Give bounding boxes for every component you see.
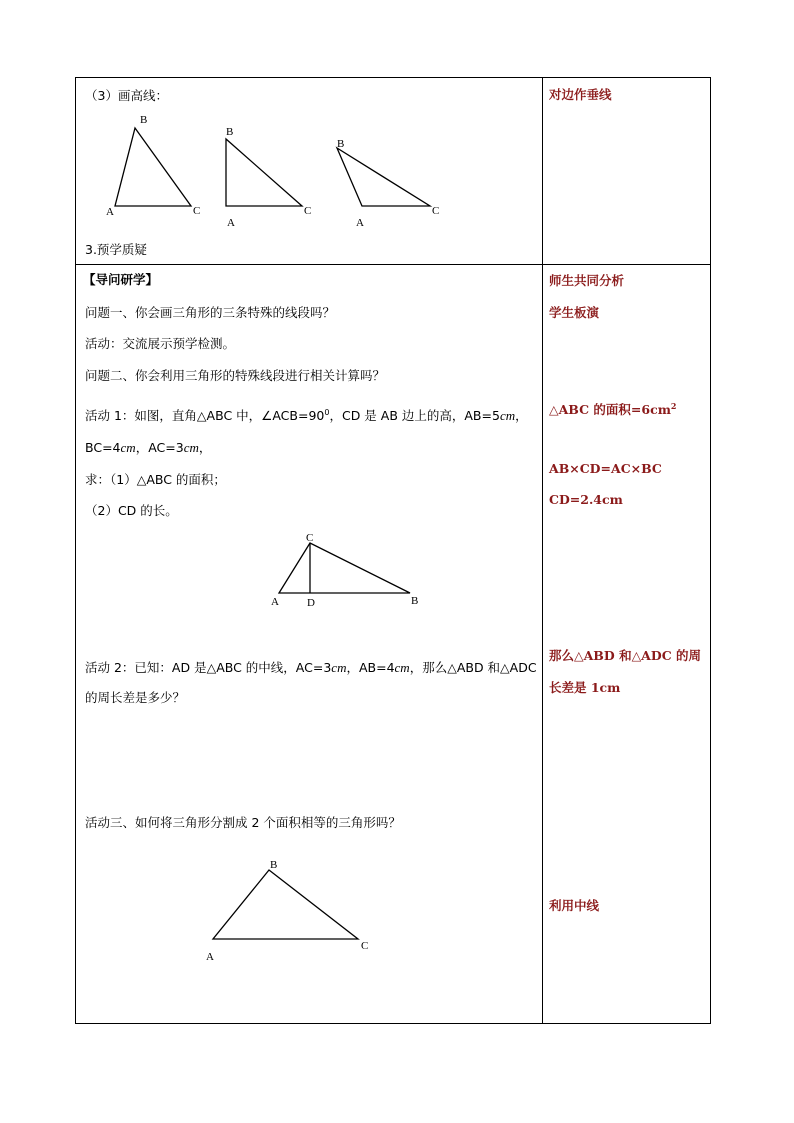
activity-share: 活动：交流展示预学检测。 (85, 336, 236, 351)
label-D: D (307, 597, 315, 609)
label-C: C (306, 532, 314, 544)
unit-cm: cm (183, 440, 199, 455)
note-cd-value: CD=2.4cm (549, 492, 623, 507)
unit-cm: cm (120, 440, 136, 455)
note-board: 学生板演 (549, 305, 600, 320)
note-equation: AB×CD=AC×BC (549, 461, 662, 476)
label-B3: B (337, 138, 345, 150)
note-area (549, 398, 677, 418)
comma: ， (198, 440, 212, 455)
label-C3: C (432, 205, 440, 217)
note-perimeter-2: 长差是 1cm (549, 680, 621, 695)
label-C1: C (193, 205, 201, 217)
act2-text-b: ，AB=4 (346, 660, 395, 675)
note-median: 利用中线 (549, 898, 600, 913)
question-1: 问题一、你会画三角形的三条特殊的线段吗？ (85, 305, 336, 320)
unit-cm: cm (394, 660, 410, 675)
label-B2: B (226, 126, 234, 138)
section-heading: 【导问研学】 (83, 272, 159, 287)
activity-3: 活动三、如何将三角形分割成 2 个面积相等的三角形吗？ (85, 815, 401, 830)
note-perpendicular: 对边作垂线 (549, 87, 612, 102)
unit-cm: cm (331, 660, 347, 675)
note-area-sup: 2 (670, 401, 677, 411)
act2-text-a: 活动 2：已知：AD 是△ABC 的中线，AC=3 (85, 660, 332, 675)
label-B: B (270, 859, 278, 871)
item-3-heading: （3）画高线： (85, 88, 168, 103)
ask-cd: （2）CD 的长。 (85, 503, 178, 518)
label-A2: A (227, 217, 235, 229)
comma: ， (515, 408, 528, 424)
note-analysis: 师生共同分析 (549, 273, 625, 288)
ac-text: ，AC=3 (135, 440, 184, 455)
note-area-text: △ABC 的面积=6cm (549, 402, 671, 418)
ask-area: 求：（1）△ABC 的面积； (85, 472, 226, 487)
label-A1: A (106, 206, 114, 218)
label-A: A (271, 596, 279, 608)
item-yuxue: 3.预学质疑 (85, 242, 147, 257)
question-2: 问题二、你会利用三角形的特殊线段进行相关计算吗？ (85, 368, 386, 383)
activity-2-line2: 的周长差是多少？ (85, 690, 186, 705)
label-C: C (361, 940, 369, 952)
unit-cm: cm (499, 408, 516, 424)
label-C2: C (304, 205, 312, 217)
activity-1-text-b: ，CD 是 AB 边上的高，AB=5 (329, 408, 500, 424)
bc-text: BC=4 (85, 440, 121, 455)
label-B1: B (140, 114, 148, 126)
label-A: A (206, 951, 214, 963)
activity-1-text-a: 活动 1：如图，直角△ABC 中，∠ACB=90 (85, 408, 325, 424)
note-perimeter-1: 那么△ABD 和△ADC 的周 (549, 648, 702, 663)
label-B: B (411, 595, 419, 607)
label-A3: A (356, 217, 364, 229)
degree-sup: 0 (324, 408, 330, 417)
triangle-split (213, 870, 358, 939)
act2-text-c: ，那么△ABD 和△ADC (409, 660, 537, 675)
